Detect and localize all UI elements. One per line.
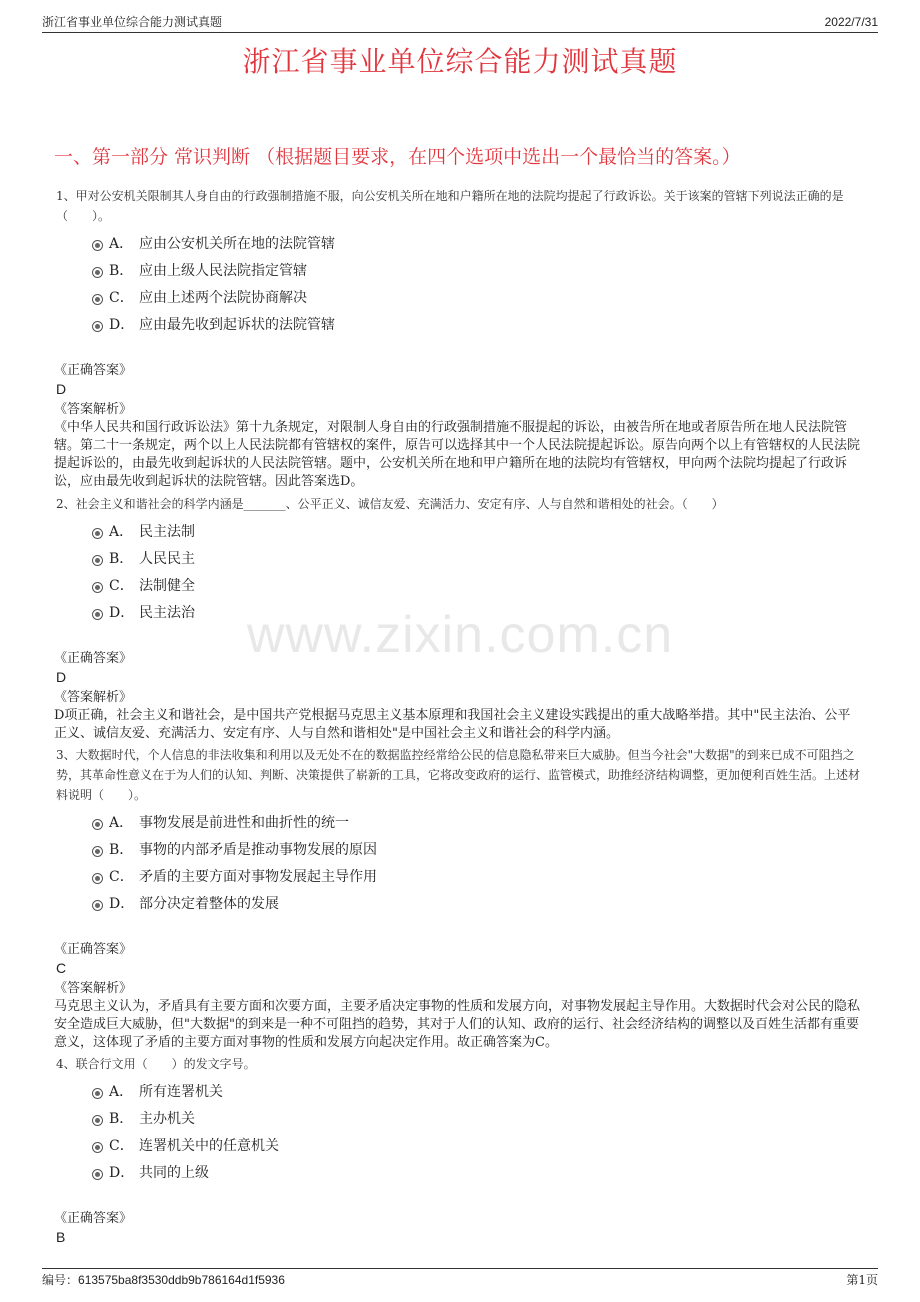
document-title: 浙江省事业单位综合能力测试真题 bbox=[242, 45, 678, 78]
radio-icon[interactable] bbox=[92, 528, 103, 539]
option-d[interactable] bbox=[92, 1160, 862, 1187]
option-text: 事物发展是前进性和曲折性的统一 bbox=[139, 815, 349, 831]
question-2 bbox=[54, 494, 862, 743]
option-b[interactable] bbox=[92, 258, 862, 285]
question-stem: 2、社会主义和谐社会的科学内涵是_______、公平正义、诚信友爱、充满活力、安定有序、人与自然和谐相处的社会。（ ） bbox=[56, 497, 724, 511]
option-letter: A． bbox=[109, 236, 134, 252]
option-text: 应由公安机关所在地的法院管辖 bbox=[139, 236, 335, 252]
option-text: 共同的上级 bbox=[139, 1165, 209, 1181]
answer-value: B bbox=[56, 1229, 66, 1245]
radio-icon[interactable] bbox=[92, 900, 103, 911]
answer-label: 《正确答案》 bbox=[54, 1211, 133, 1226]
analysis-label: 《答案解析》 bbox=[54, 981, 133, 996]
page-header bbox=[42, 12, 878, 33]
radio-icon[interactable] bbox=[92, 582, 103, 593]
option-b[interactable] bbox=[92, 837, 862, 864]
option-text: 民主法制 bbox=[139, 524, 195, 540]
radio-icon[interactable] bbox=[92, 1088, 103, 1099]
analysis-text: D项正确，社会主义和谐社会，是中国共产党根据马克思主义基本原理和我国社会主义建设实践提出的重大战略举措。其中"民主法治、公平正义、诚信友爱、充满活力、安定有序、人与自然和谐相处"是中国社会主义和谐社会的科学内涵。 bbox=[54, 708, 851, 741]
option-letter: C． bbox=[109, 869, 134, 885]
option-text: 应由上级人民法院指定管辖 bbox=[139, 263, 307, 279]
option-text: 应由最先收到起诉状的法院管辖 bbox=[139, 317, 335, 333]
analysis-text: 马克思主义认为，矛盾具有主要方面和次要方面，主要矛盾决定事物的性质和发展方向，对事物发展起主导作用。大数据时代会对公民的隐私安全造成巨大威胁，但"大数据"的到来是一种不可阻挡的趋势，其对于人们的认知、政府的运行、社会经济结构的调整以及百姓生活都有重要意义，这体现了矛盾的主要方面对事物的性质和发展方向起决定作用。故正确答案为C。 bbox=[54, 999, 861, 1050]
option-text: 部分决定着整体的发展 bbox=[139, 896, 279, 912]
option-letter: D． bbox=[109, 605, 135, 621]
radio-icon[interactable] bbox=[92, 1169, 103, 1180]
option-text: 人民民主 bbox=[139, 551, 195, 567]
option-list bbox=[92, 1079, 862, 1187]
answer-value: D bbox=[56, 669, 67, 685]
radio-icon[interactable] bbox=[92, 846, 103, 857]
page-number: 第1页 bbox=[846, 1273, 878, 1287]
option-text: 应由上述两个法院协商解决 bbox=[139, 290, 307, 306]
radio-icon[interactable] bbox=[92, 1115, 103, 1126]
answer-label: 《正确答案》 bbox=[54, 363, 133, 378]
option-text: 连署机关中的任意机关 bbox=[139, 1138, 279, 1154]
answer-value: C bbox=[56, 960, 67, 976]
option-text: 民主法治 bbox=[139, 605, 195, 621]
option-letter: B． bbox=[109, 263, 134, 279]
header-doc-title: 浙江省事业单位综合能力测试真题 bbox=[42, 15, 223, 29]
radio-icon[interactable] bbox=[92, 321, 103, 332]
option-letter: C． bbox=[109, 290, 134, 306]
option-text: 事物的内部矛盾是推动事物发展的原因 bbox=[139, 842, 377, 858]
radio-icon[interactable] bbox=[92, 240, 103, 251]
answer-value: D bbox=[56, 381, 67, 397]
document-code bbox=[42, 1269, 285, 1291]
option-letter: C． bbox=[109, 1138, 134, 1154]
option-list bbox=[92, 810, 862, 918]
analysis-label: 《答案解析》 bbox=[54, 402, 133, 417]
option-letter: D． bbox=[109, 1165, 135, 1181]
option-b[interactable] bbox=[92, 1106, 862, 1133]
radio-icon[interactable] bbox=[92, 555, 103, 566]
option-list bbox=[92, 231, 862, 339]
option-letter: B． bbox=[109, 551, 134, 567]
option-letter: A． bbox=[109, 1084, 134, 1100]
radio-icon[interactable] bbox=[92, 873, 103, 884]
header-date: 2022/7/31 bbox=[824, 15, 878, 29]
option-letter: D． bbox=[109, 317, 135, 333]
option-text: 所有连署机关 bbox=[139, 1084, 223, 1100]
option-c[interactable] bbox=[92, 864, 862, 891]
option-a[interactable] bbox=[92, 1079, 862, 1106]
question-stem: 3、大数据时代，个人信息的非法收集和利用以及无处不在的数据监控经常给公民的信息隐私带来巨大威胁。但当今社会"大数据"的到来已成不可阻挡之势，其革命性意义在于为人们的认知、判断、决策提供了崭新的工具，它将改变政府的运行、监管模式，助推经济结构调整，更加便利百姓生活。上述材料说明（ ）。 bbox=[56, 748, 861, 802]
option-text: 法制健全 bbox=[139, 578, 195, 594]
option-d[interactable] bbox=[92, 891, 862, 918]
answer-label: 《正确答案》 bbox=[54, 942, 133, 957]
section-heading: 一、第一部分 常识判断 （根据题目要求，在四个选项中选出一个最恰当的答案。） bbox=[54, 146, 741, 168]
radio-icon[interactable] bbox=[92, 819, 103, 830]
option-c[interactable] bbox=[92, 1133, 862, 1160]
watermark: www.zixin.com.cn bbox=[246, 606, 674, 664]
analysis-text: 《中华人民共和国行政诉讼法》第十九条规定，对限制人身自由的行政强制措施不服提起的诉讼，由被告所在地或者原告所在地人民法院管辖。第二十一条规定，两个以上人民法院都有管辖权的案件，原告可以选择其中一个人民法院提起诉讼。原告向两个以上有管辖权的人民法院提起诉讼的，由最先收到起诉状的人民法院管辖。题中，公安机关所在地和甲户籍所在地的法院均有管辖权，甲向两个法院均提起了行政诉讼，应由最先收到起诉状的法院管辖。因此答案选D。 bbox=[54, 420, 861, 489]
option-letter: B． bbox=[109, 1111, 134, 1127]
question-3 bbox=[54, 745, 862, 1052]
radio-icon[interactable] bbox=[92, 609, 103, 620]
question-stem: 1、甲对公安机关限制其人身自由的行政强制措施不服，向公安机关所在地和户籍所在地的法院均提起了行政诉讼。关于该案的管辖下列说法正确的是（ ）。 bbox=[56, 189, 844, 223]
option-letter: A． bbox=[109, 815, 134, 831]
option-list bbox=[92, 519, 862, 627]
analysis-label: 《答案解析》 bbox=[54, 690, 133, 705]
option-d[interactable] bbox=[92, 600, 862, 627]
document-code-label: 编号： bbox=[42, 1273, 79, 1287]
option-text: 矛盾的主要方面对事物发展起主导作用 bbox=[139, 869, 377, 885]
question-4 bbox=[54, 1054, 862, 1246]
answer-label: 《正确答案》 bbox=[54, 651, 133, 666]
radio-icon[interactable] bbox=[92, 1142, 103, 1153]
page-footer bbox=[42, 1268, 878, 1291]
radio-icon[interactable] bbox=[92, 294, 103, 305]
question-stem: 4、联合行文用（ ）的发文字号。 bbox=[56, 1057, 256, 1071]
option-c[interactable] bbox=[92, 573, 862, 600]
document-code-value: 613575ba8f3530ddb9b786164d1f5936 bbox=[78, 1273, 285, 1287]
option-letter: B． bbox=[109, 842, 134, 858]
option-letter: A． bbox=[109, 524, 134, 540]
radio-icon[interactable] bbox=[92, 267, 103, 278]
option-a[interactable] bbox=[92, 519, 862, 546]
option-a[interactable] bbox=[92, 231, 862, 258]
option-b[interactable] bbox=[92, 546, 862, 573]
option-text: 主办机关 bbox=[139, 1111, 195, 1127]
option-letter: C． bbox=[109, 578, 134, 594]
option-c[interactable] bbox=[92, 285, 862, 312]
option-letter: D． bbox=[109, 896, 135, 912]
question-1 bbox=[54, 186, 862, 491]
option-a[interactable] bbox=[92, 810, 862, 837]
option-d[interactable] bbox=[92, 312, 862, 339]
